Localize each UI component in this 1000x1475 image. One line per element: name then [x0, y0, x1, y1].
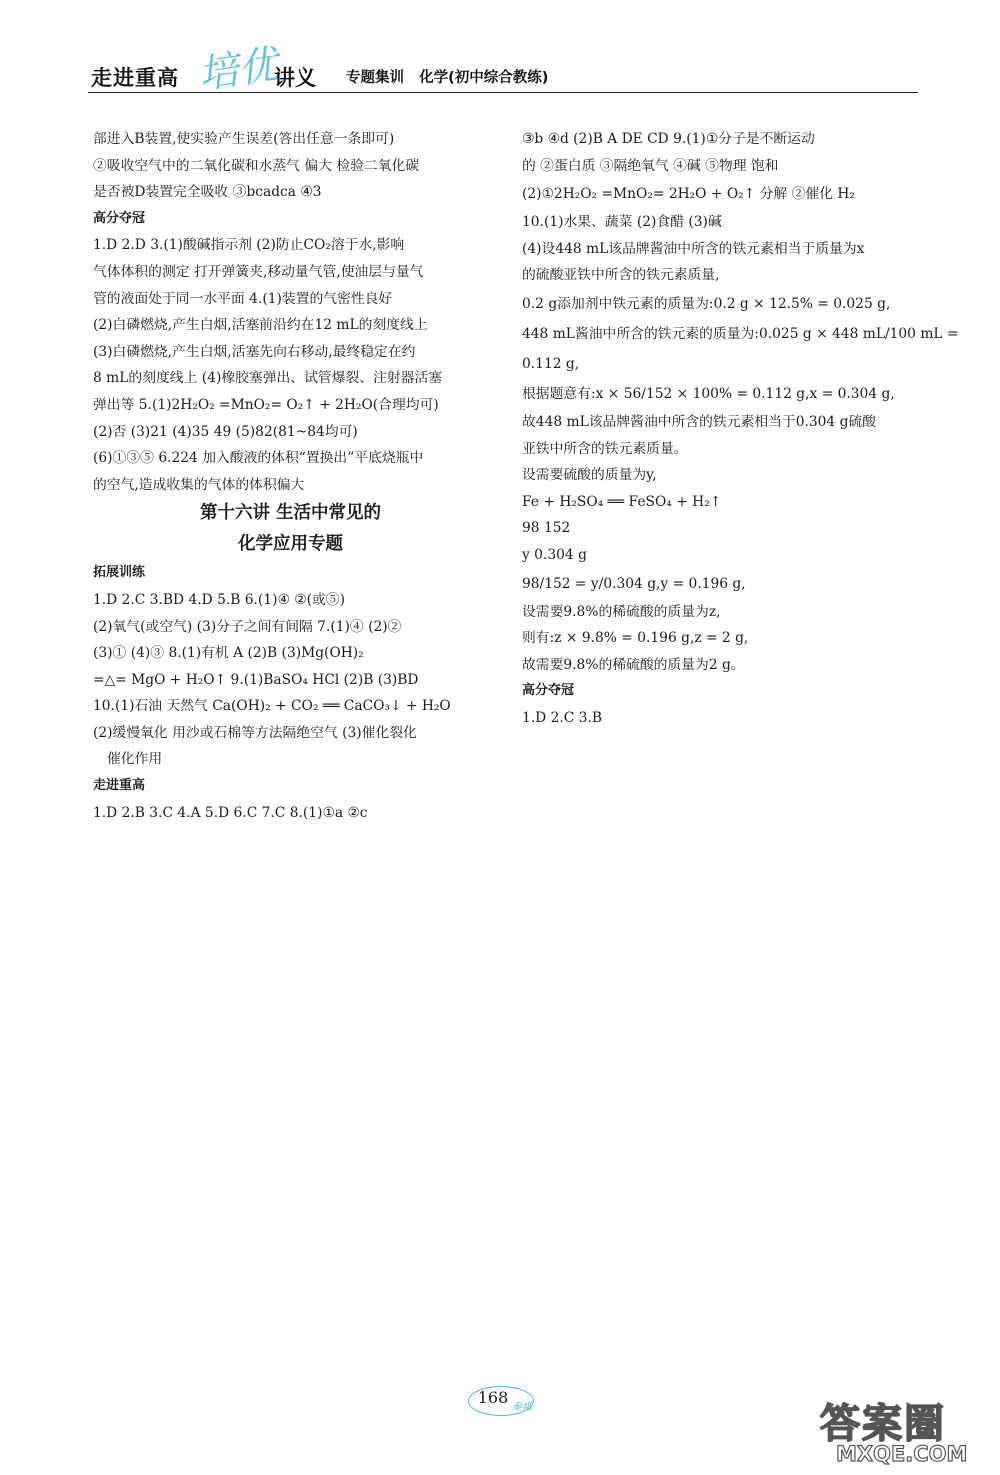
answer-line: 10.(1)水果、蔬菜 (2)食醋 (3)碱 [522, 214, 722, 231]
chapter-title: 第十六讲 生活中常见的 [199, 503, 382, 524]
answer-line: 故448 mL该品牌酱油中所含的铁元素相当于0.304 g硫酸 [522, 413, 877, 430]
page-number-badge [468, 1386, 532, 1416]
script-logo: 培优 [195, 41, 282, 99]
answer-line: 亚铁中所含的铁元素质量。 [522, 440, 688, 457]
book-series-title: 走进重高 [91, 66, 179, 90]
section-heading: 高分夺冠 [93, 210, 146, 226]
watermark-logo: 答案圈 [820, 1401, 946, 1447]
answer-line: 1.D 2.B 3.C 4.A 5.D 6.C 7.C 8.(1)①a ②c [93, 804, 368, 821]
chapter-title: 化学应用专题 [238, 534, 343, 555]
answer-line: (2)否 (3)21 (4)35 49 (5)82(81~84均可) [93, 423, 358, 440]
answer-line: Fe + H₂SO₄ ══ FeSO₄ + H₂↑ [522, 493, 722, 510]
book-type-label: 讲义 [274, 66, 316, 90]
answer-line: 的硫酸亚铁中所含的铁元素质量, [522, 267, 720, 284]
answer-line: 设需要9.8%的稀硫酸的质量为z, [522, 603, 721, 620]
answer-line: (3)白磷燃烧,产生白烟,活塞先向右移动,最终稳定在约 [93, 343, 416, 360]
section-heading: 走进重高 [93, 778, 146, 794]
answer-line: (2)①2H₂O₂ =MnO₂= 2H₂O + O₂↑ 分解 ②催化 H₂ [522, 186, 855, 203]
answer-line: 是否被D装置完全吸收 ③bcadca ④3 [93, 184, 322, 201]
answer-line: 设需要硫酸的质量为y, [522, 467, 657, 484]
answer-line: 1.D 2.C 3.BD 4.D 5.B 6.(1)④ ②(或⑤) [93, 591, 345, 608]
answer-line: 气体体积的测定 打开弹簧夹,移动量气管,使油层与量气 [93, 263, 424, 280]
answer-line: 管的液面处于同一水平面 4.(1)装置的气密性良好 [93, 290, 393, 307]
answer-line: 10.(1)石油 天然气 Ca(OH)₂ + CO₂ ══ CaCO₃↓ + H₂O [93, 698, 451, 715]
watermark [820, 1392, 992, 1470]
page-number-tag: 秦娥 [512, 1402, 532, 1413]
page-header [88, 41, 918, 100]
answer-line: 则有:z × 9.8% = 0.196 g,z = 2 g, [522, 630, 749, 647]
right-column [522, 126, 959, 732]
answer-line: 98/152 = y/0.304 g,y = 0.196 g, [522, 575, 746, 592]
answer-line: (2)氧气(或空气) (3)分子之间有间隔 7.(1)④ (2)② [93, 618, 402, 635]
header-rule [88, 92, 918, 93]
answer-line: 根据题意有:x × 56/152 × 100% = 0.112 g,x = 0.304 g, [522, 385, 895, 402]
answer-line: ③b ④d (2)B A DE CD 9.(1)①分子是不断运动 [522, 131, 815, 147]
section-heading: 拓展训练 [93, 565, 146, 581]
answer-line: 8 mL的刻度线上 (4)橡胶塞弹出、试管爆裂、注射器活塞 [93, 370, 443, 387]
answer-line: 的空气,造成收集的气体的体积偏大 [93, 476, 305, 493]
answer-line: 故需要9.8%的稀硫酸的质量为2 g。 [522, 656, 745, 673]
answer-line: (3)① (4)③ 8.(1)有机 A (2)B (3)Mg(OH)₂ [93, 645, 364, 662]
section-heading: 高分夺冠 [522, 683, 575, 699]
answer-line: 的 ②蛋白质 ③隔绝氧气 ④碱 ⑤物理 饱和 [522, 157, 779, 174]
answer-line: (2)缓慢氧化 用沙或石棉等方法隔绝空气 (3)催化裂化 [93, 724, 417, 741]
answer-line: (6)①③⑤ 6.224 加入酸液的体积“置换出”平底烧瓶中 [93, 450, 424, 467]
answer-line: 1.D 2.C 3.B [522, 709, 603, 726]
answer-line: 1.D 2.D 3.(1)酸碱指示剂 (2)防止CO₂溶于水,影响 [93, 237, 405, 254]
answer-line: (4)设448 mL该品牌酱油中所含的铁元素相当于质量为x [522, 240, 865, 257]
watermark-url: MXQE.COM [836, 1442, 968, 1466]
answer-line: 98 152 [522, 520, 571, 537]
answer-line: (2)白磷燃烧,产生白烟,活塞前沿约在12 mL的刻度线上 [93, 317, 428, 334]
answer-line: 弹出等 5.(1)2H₂O₂ =MnO₂= O₂↑ + 2H₂O(合理均可) [93, 396, 439, 413]
page-number: 168 [477, 1388, 509, 1407]
answer-line: y 0.304 g [522, 546, 587, 563]
left-column [93, 126, 488, 826]
answer-line: ②吸收空气中的二氧化碳和水蒸气 偏大 检验二氧化碳 [93, 157, 420, 174]
answer-line: 0.112 g, [522, 355, 580, 372]
answer-line: 448 mL酱油中所含的铁元素的质量为:0.025 g × 448 mL/100 mL = [522, 325, 959, 342]
answer-line: =△= MgO + H₂O↑ 9.(1)BaSO₄ HCl (2)B (3)BD [93, 671, 419, 688]
answer-line: 催化作用 [107, 751, 163, 768]
answer-line: 部进入B装置,使实验产生误差(答出任意一条即可) [93, 131, 395, 147]
answer-line: 0.2 g添加剂中铁元素的质量为:0.2 g × 12.5% = 0.025 g, [522, 295, 891, 312]
header-subtitle: 专题集训 化学(初中综合教练) [346, 70, 549, 86]
